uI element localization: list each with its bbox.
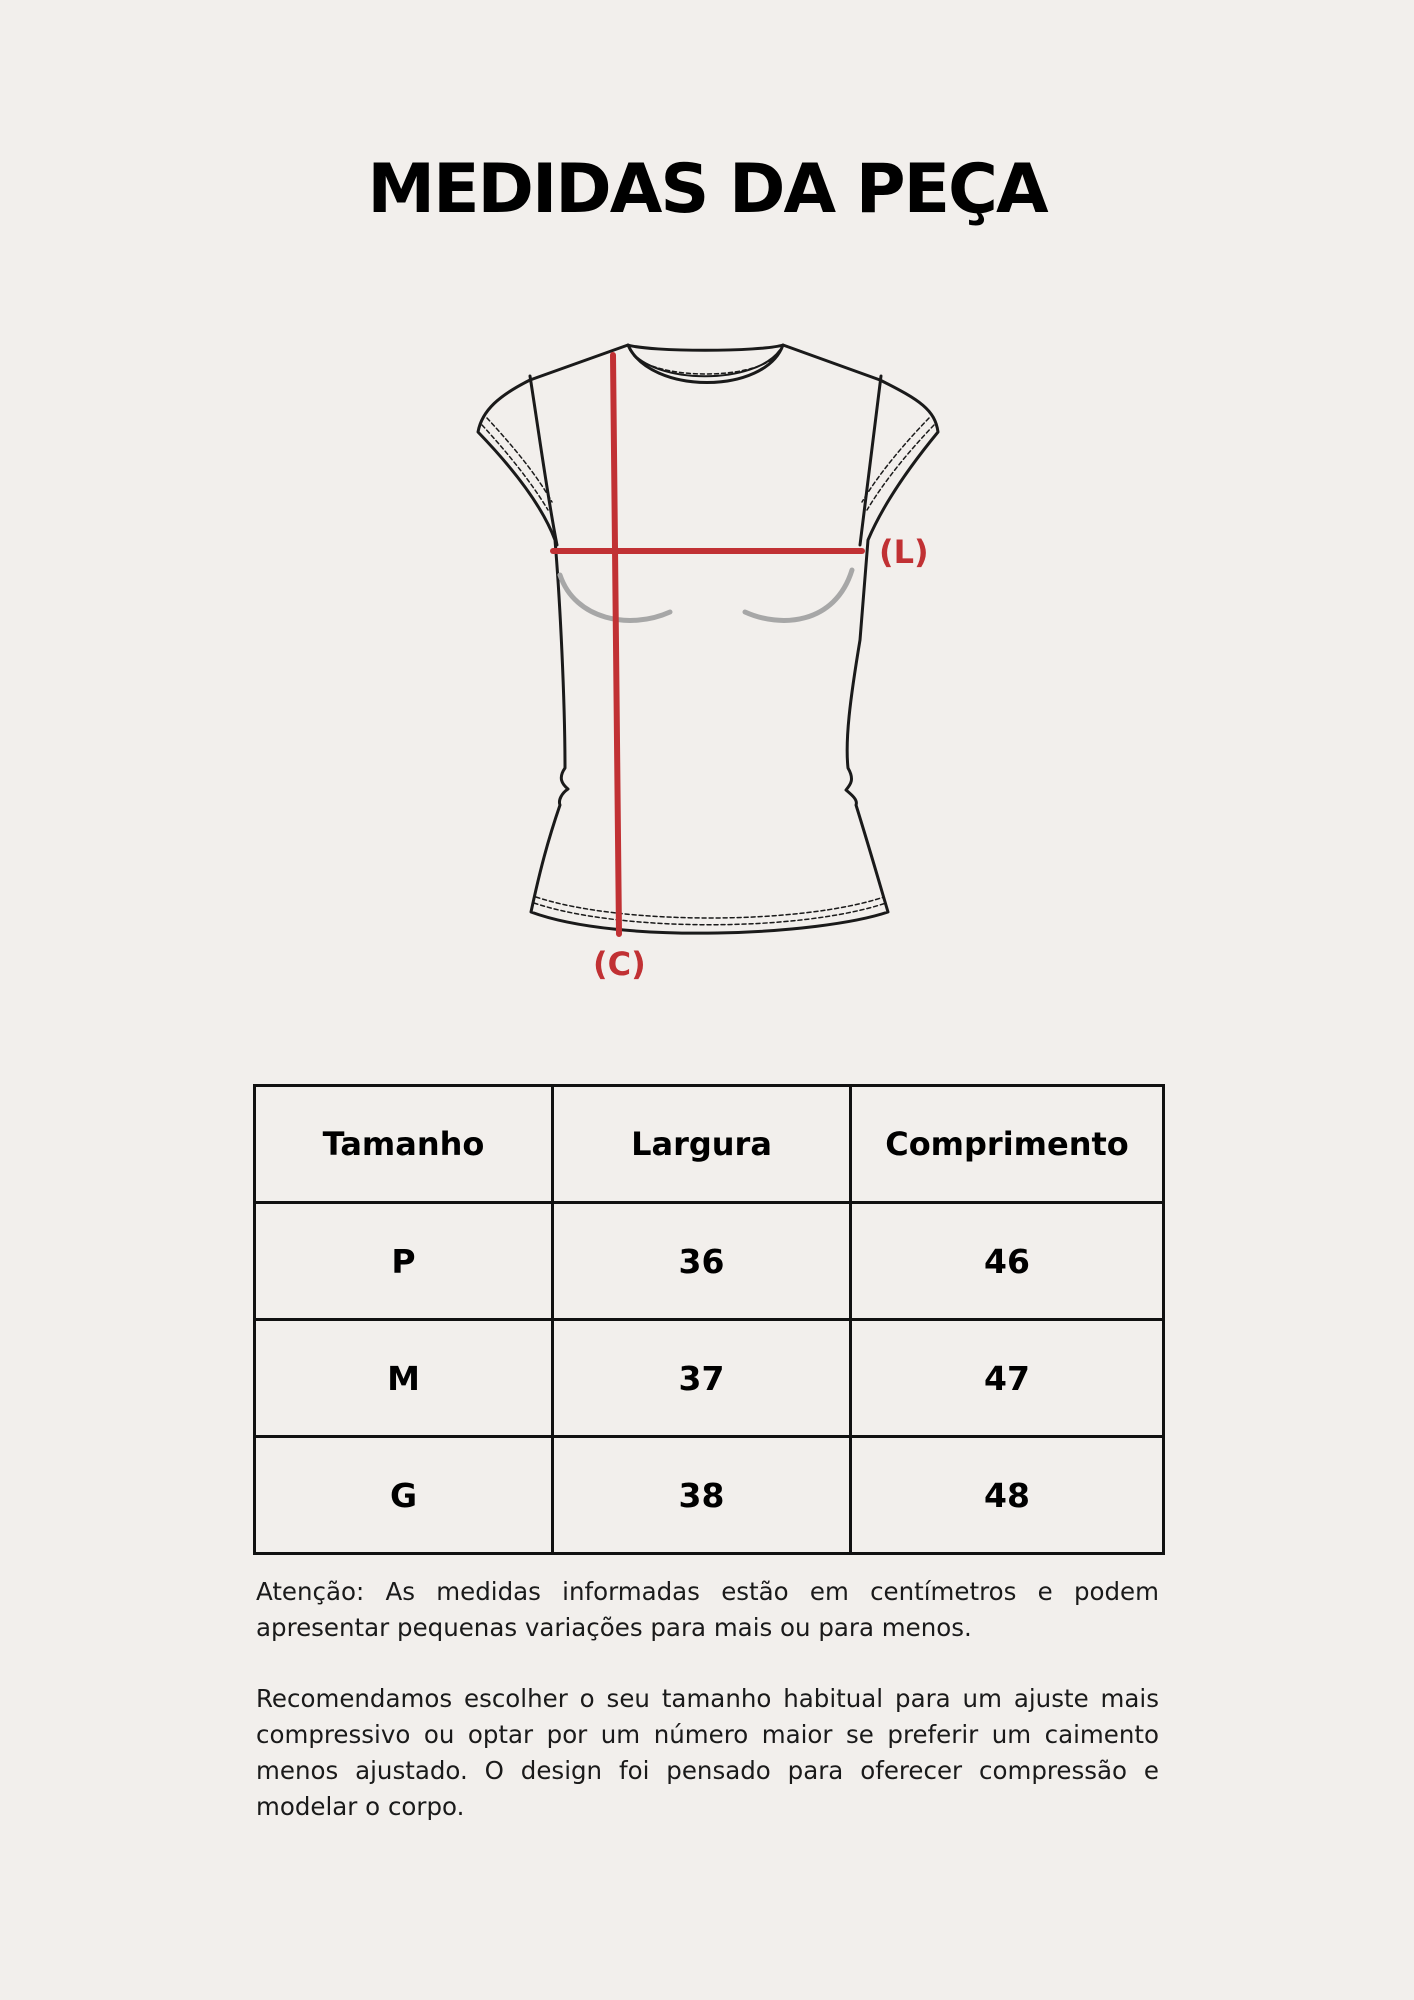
size-table bbox=[253, 1084, 1165, 1555]
table-header-row bbox=[255, 1086, 1164, 1203]
cell-width: 38 bbox=[553, 1437, 851, 1554]
t-shirt-flat-sketch-icon bbox=[478, 345, 938, 933]
recommendation-note: Recomendamos escolher o seu tamanho habitual para um ajuste mais compressivo ou optar por um número maior se preferir um caimento menos ajustado. O design foi pensado para oferecer compressão e modelar o corpo. bbox=[256, 1684, 1159, 1821]
cell-length: 47 bbox=[851, 1320, 1164, 1437]
width-label: (L) bbox=[879, 533, 929, 571]
cell-length: 48 bbox=[851, 1437, 1164, 1554]
notes bbox=[256, 1574, 1159, 1860]
cell-size: P bbox=[255, 1203, 553, 1320]
cell-width: 37 bbox=[553, 1320, 851, 1437]
cell-size: M bbox=[255, 1320, 553, 1437]
header-width: Largura bbox=[553, 1086, 851, 1203]
table-row bbox=[255, 1320, 1164, 1437]
table-row bbox=[255, 1437, 1164, 1554]
table-row bbox=[255, 1203, 1164, 1320]
header-size: Tamanho bbox=[255, 1086, 553, 1203]
cell-length: 46 bbox=[851, 1203, 1164, 1320]
cell-size: G bbox=[255, 1437, 553, 1554]
page-title: MEDIDAS DA PEÇA bbox=[367, 150, 1047, 229]
length-label: (C) bbox=[593, 945, 646, 983]
cell-width: 36 bbox=[553, 1203, 851, 1320]
attention-note: Atenção: As medidas informadas estão em centímetros e podem apresentar pequenas variações para mais ou para menos. bbox=[256, 1577, 1159, 1642]
header-length: Comprimento bbox=[851, 1086, 1164, 1203]
